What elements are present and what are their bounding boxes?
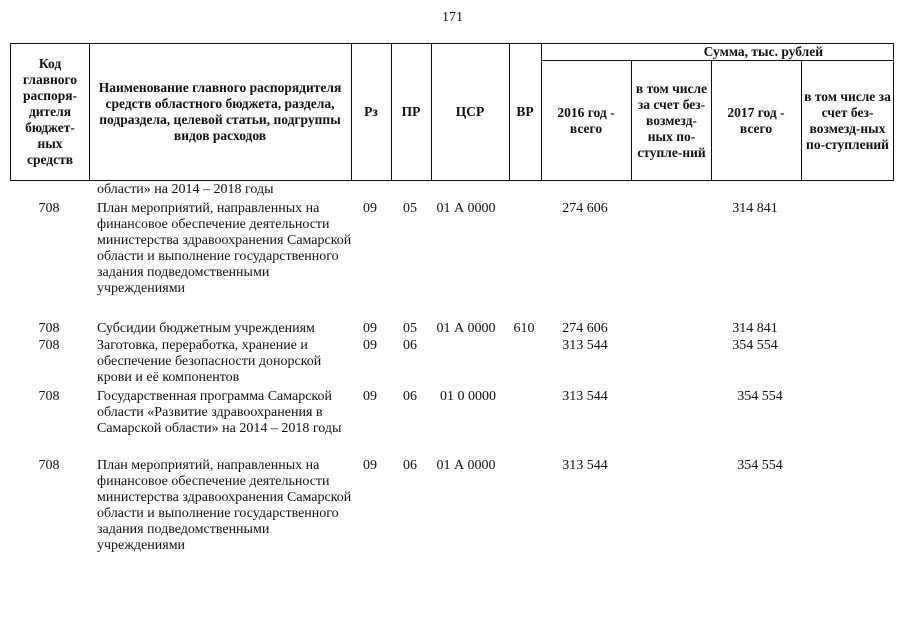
header-code: Код главного распоря-дителя бюджет-ных средств xyxy=(22,56,78,167)
row-name: Субсидии бюджетным учреждениям xyxy=(97,321,315,336)
row-2016-total: 274 606 xyxy=(562,201,608,216)
row-code: 708 xyxy=(38,321,60,336)
col-divider xyxy=(89,44,90,180)
row-2017-total: 354 554 xyxy=(732,338,778,353)
row-2016-total: 313 544 xyxy=(562,389,608,404)
header-csr: ЦСР xyxy=(455,104,485,119)
row-name: План мероприятий, направленных на финансовое обеспечение деятельности министерства здравоохранения Самарской области и выполнение государственного задания подведомственными учреждениями xyxy=(97,458,352,553)
row-2017-total: 314 841 xyxy=(732,201,778,216)
row-pr: 05 xyxy=(403,201,417,216)
page-number: 171 xyxy=(442,10,463,25)
header-vr: ВР xyxy=(516,104,534,119)
row-csr: 01 А 0000 xyxy=(436,458,496,473)
row-pr: 06 xyxy=(403,389,417,404)
header-2017-total: 2017 год - всего xyxy=(727,104,785,136)
row-code: 708 xyxy=(38,201,60,216)
header-pr: ПР xyxy=(401,104,421,119)
row-rz: 09 xyxy=(363,338,377,353)
table-header xyxy=(10,43,894,181)
header-name: Наименование главного распорядителя средств областного бюджета, раздела, подраздела, целевой статьи, подгруппы видов расходов xyxy=(98,80,342,143)
header-2016-gratis: в том числе за счет без-возмезд-ных по-ступле-ний xyxy=(635,80,708,160)
row-2017-total: 354 554 xyxy=(737,389,783,404)
row-rz: 09 xyxy=(363,321,377,336)
row-pr: 06 xyxy=(403,338,417,353)
row-rz: 09 xyxy=(363,458,377,473)
row-code: 708 xyxy=(38,389,60,404)
row-csr: 01 А 0000 xyxy=(436,201,496,216)
row-2016-total: 274 606 xyxy=(562,321,608,336)
header-sum: Сумма, тыс. рублей xyxy=(703,44,823,59)
row-csr: 01 А 0000 xyxy=(436,321,496,336)
row-code: 708 xyxy=(38,458,60,473)
row-2017-total: 314 841 xyxy=(732,321,778,336)
row-2017-total: 354 554 xyxy=(737,458,783,473)
header-2017-gratis: в том числе за счет без-возмезд-ных по-ступлений xyxy=(804,88,891,152)
row-rz: 09 xyxy=(363,389,377,404)
row-name: области» на 2014 – 2018 годы xyxy=(97,182,274,197)
row-csr: 01 0 0000 xyxy=(440,389,496,404)
row-2016-total: 313 544 xyxy=(562,458,608,473)
row-code: 708 xyxy=(38,338,60,353)
row-pr: 06 xyxy=(403,458,417,473)
row-name: План мероприятий, направленных на финансовое обеспечение деятельности министерства здравоохранения Самарской области и выполнение государственного задания подведомственными учреждениями xyxy=(97,201,352,296)
row-rz: 09 xyxy=(363,201,377,216)
header-2016-total: 2016 год - всего xyxy=(557,104,615,136)
row-pr: 05 xyxy=(403,321,417,336)
row-2016-total: 313 544 xyxy=(562,338,608,353)
row-vr: 610 xyxy=(513,321,535,336)
row-name: Заготовка, переработка, хранение и обеспечение безопасности донорской крови и её компонентов xyxy=(97,338,322,385)
header-rz: Рз xyxy=(364,104,378,119)
row-name: Государственная программа Самарской области «Развитие здравоохранения в Самарской области» на 2014 – 2018 годы xyxy=(97,389,342,436)
